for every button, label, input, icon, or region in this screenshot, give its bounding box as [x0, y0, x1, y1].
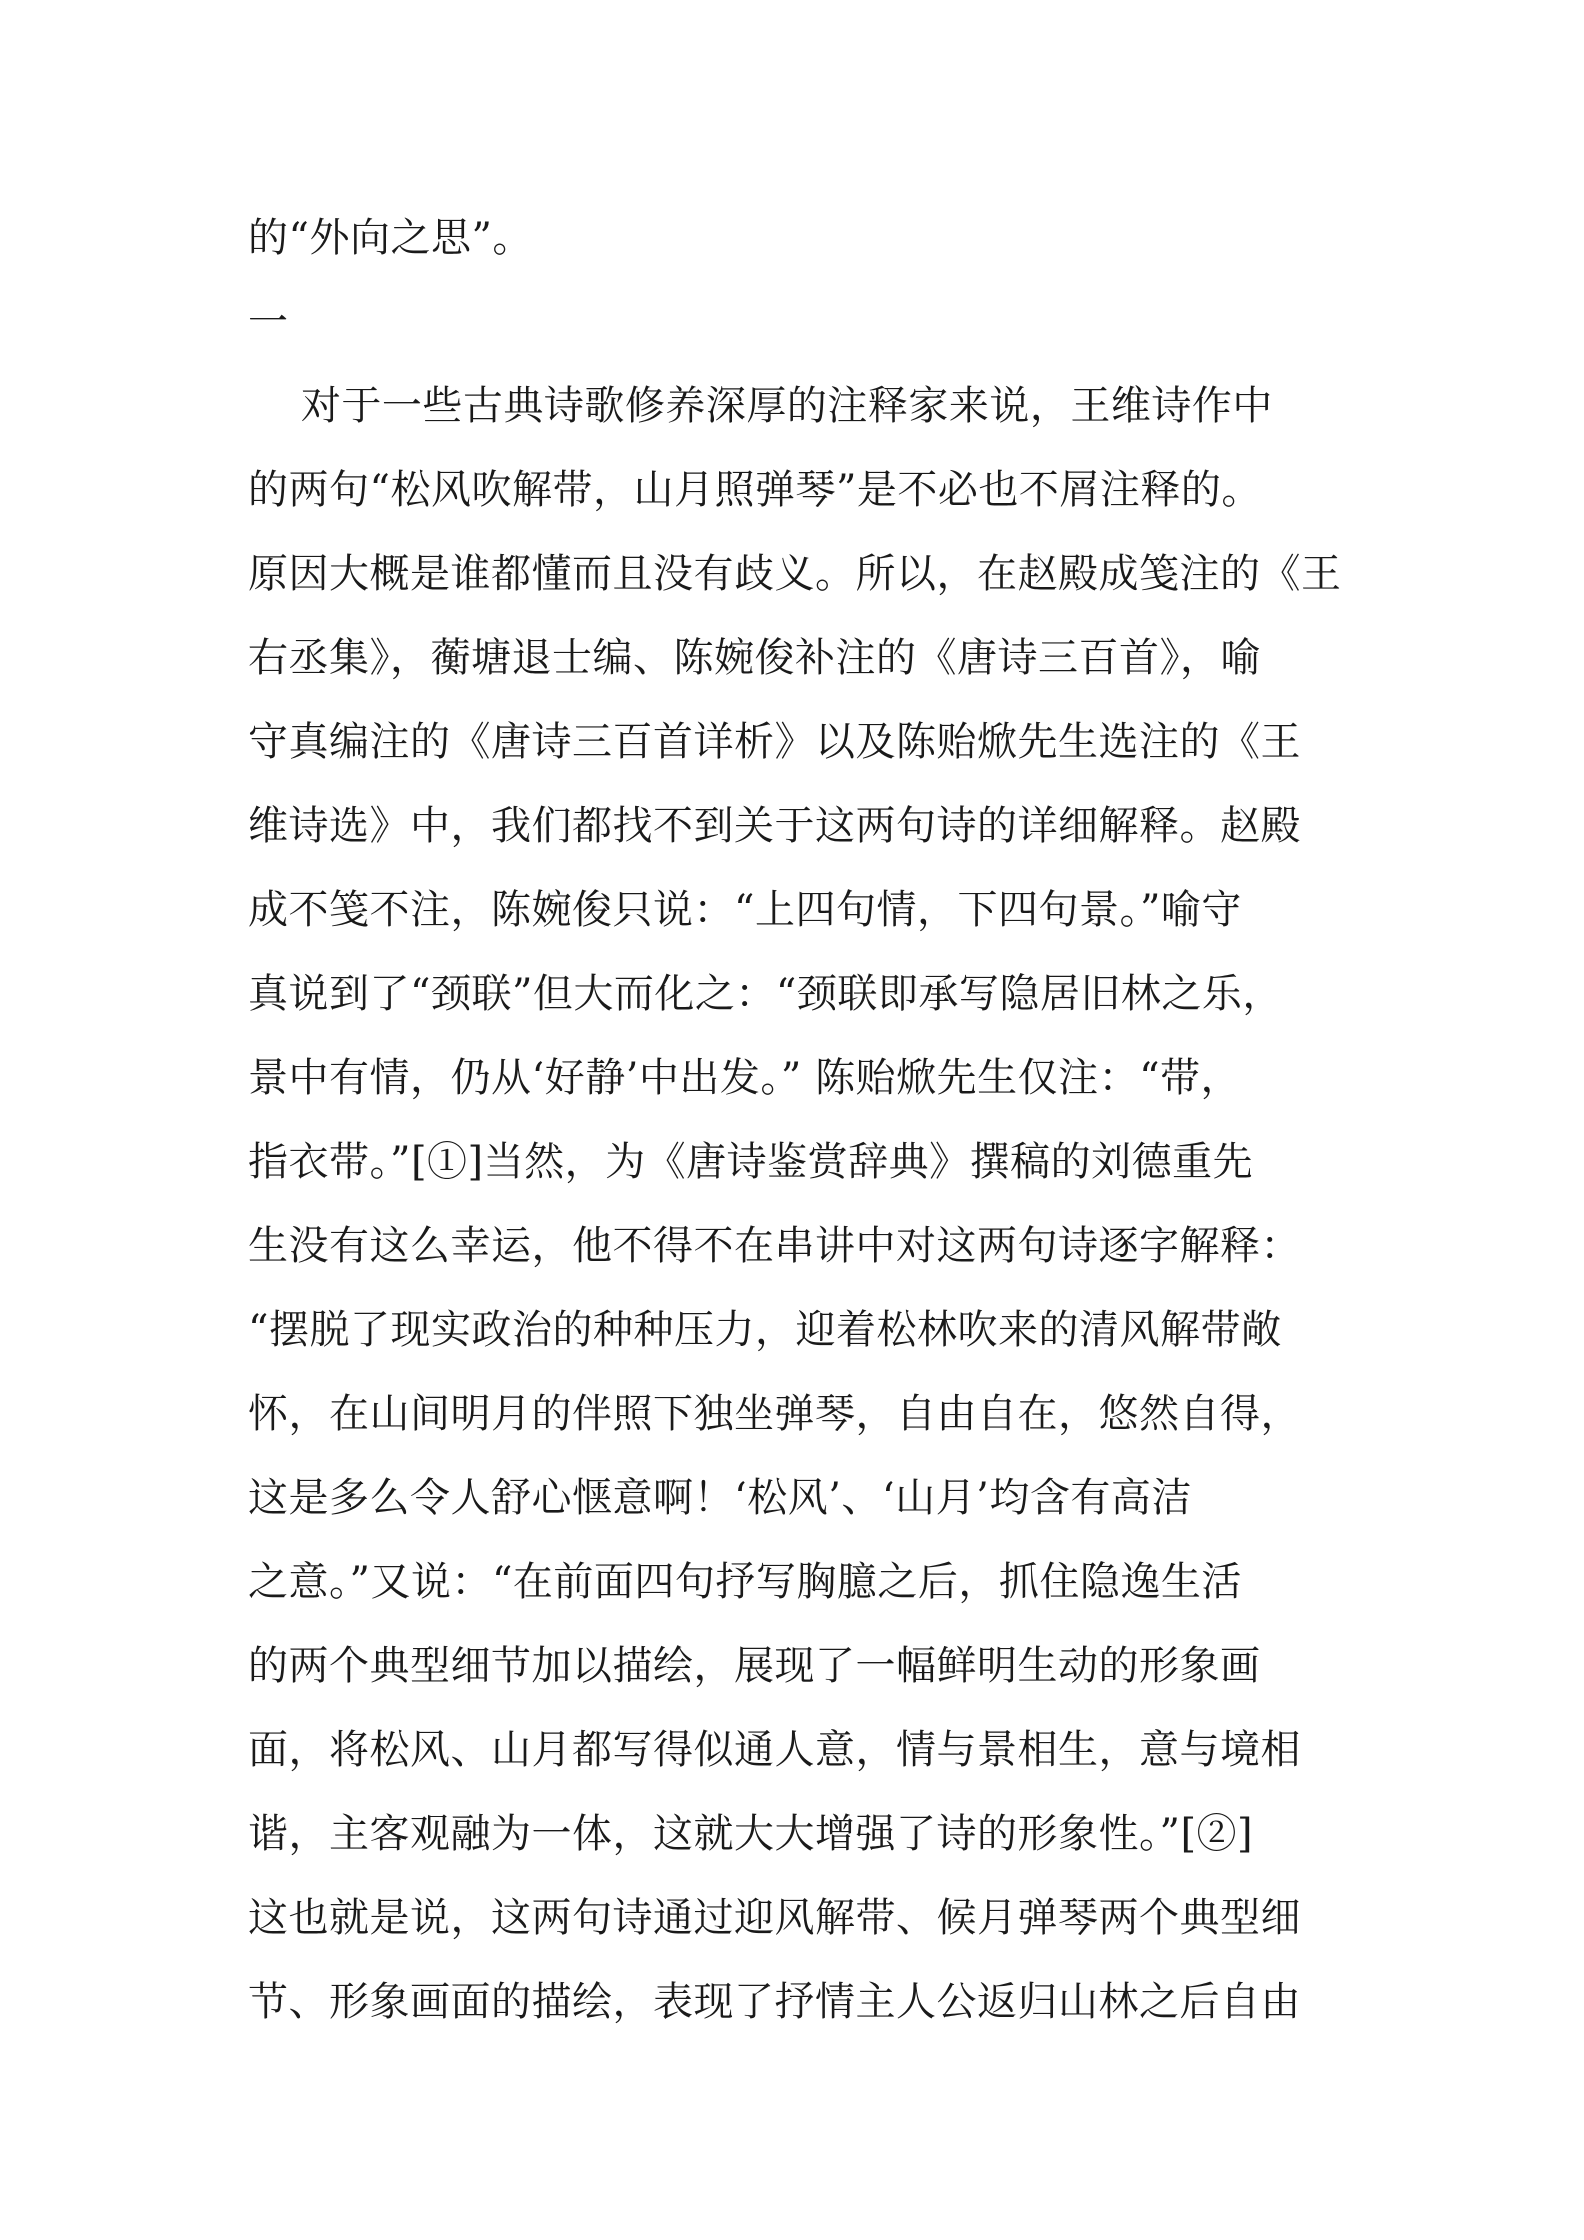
text-line: 真说到了“颈联”但大而化之：“颈联即承写隐居旧林之乐， [248, 971, 1283, 1017]
text-line: 这是多么令人舒心惬意啊！‘松风’、‘山月’均含有高洁 [248, 1475, 1192, 1521]
text-line: 的两个典型细节加以描绘，展现了一幅鲜明生动的形象画 [248, 1643, 1261, 1689]
text-line: 谐，主客观融为一体，这就大大增强了诗的形象性。”[②] [248, 1811, 1254, 1857]
text-line: 景中有情，仍从‘好静’中出发。” 陈贻焮先生仅注：“带， [248, 1055, 1242, 1101]
text-line: 之意。”又说：“在前面四句抒写胸臆之后，抓住隐逸生活 [248, 1559, 1242, 1605]
text-line: 这也就是说，这两句诗通过迎风解带、候月弹琴两个典型细 [248, 1895, 1301, 1941]
text-line: 守真编注的《唐诗三百首详析》以及陈贻焮先生选注的《王 [248, 719, 1301, 765]
text-line: 对于一些古典诗歌修养深厚的注释家来说，王维诗作中 [248, 383, 1273, 429]
text-line: 的两句“松风吹解带，山月照弹琴”是不必也不屑注释的。 [248, 467, 1262, 513]
text-line: 怀，在山间明月的伴照下独坐弹琴，自由自在，悠然自得， [248, 1391, 1301, 1437]
text-line: 面，将松风、山月都写得似通人意，情与景相生，意与境相 [248, 1727, 1301, 1773]
text-line: “摆脱了现实政治的种种压力，迎着松林吹来的清风解带敞 [248, 1307, 1282, 1353]
text-line: 的“外向之思”。 [248, 215, 533, 261]
text-line: 生没有这么幸运，他不得不在串讲中对这两句诗逐字解释： [248, 1223, 1301, 1269]
text-line: 原因大概是谁都懂而且没有歧义。所以，在赵殿成笺注的《王 [248, 551, 1342, 597]
text-line: 维诗选》中，我们都找不到关于这两句诗的详细解释。赵殿 [248, 803, 1301, 849]
text-line: 成不笺不注，陈婉俊只说：“上四句情，下四句景。”喻守 [248, 887, 1242, 933]
text-line: 节、形象画面的描绘，表现了抒情主人公返归山林之后自由 [248, 1979, 1301, 2025]
section-number: 一 [248, 299, 289, 345]
text-line: 右丞集》，蘅塘退士编、陈婉俊补注的《唐诗三百首》，喻 [248, 635, 1261, 681]
text-line: 指衣带。”[①]当然，为《唐诗鉴赏辞典》撰稿的刘德重先 [248, 1139, 1254, 1185]
body-text [248, 208, 1348, 2056]
